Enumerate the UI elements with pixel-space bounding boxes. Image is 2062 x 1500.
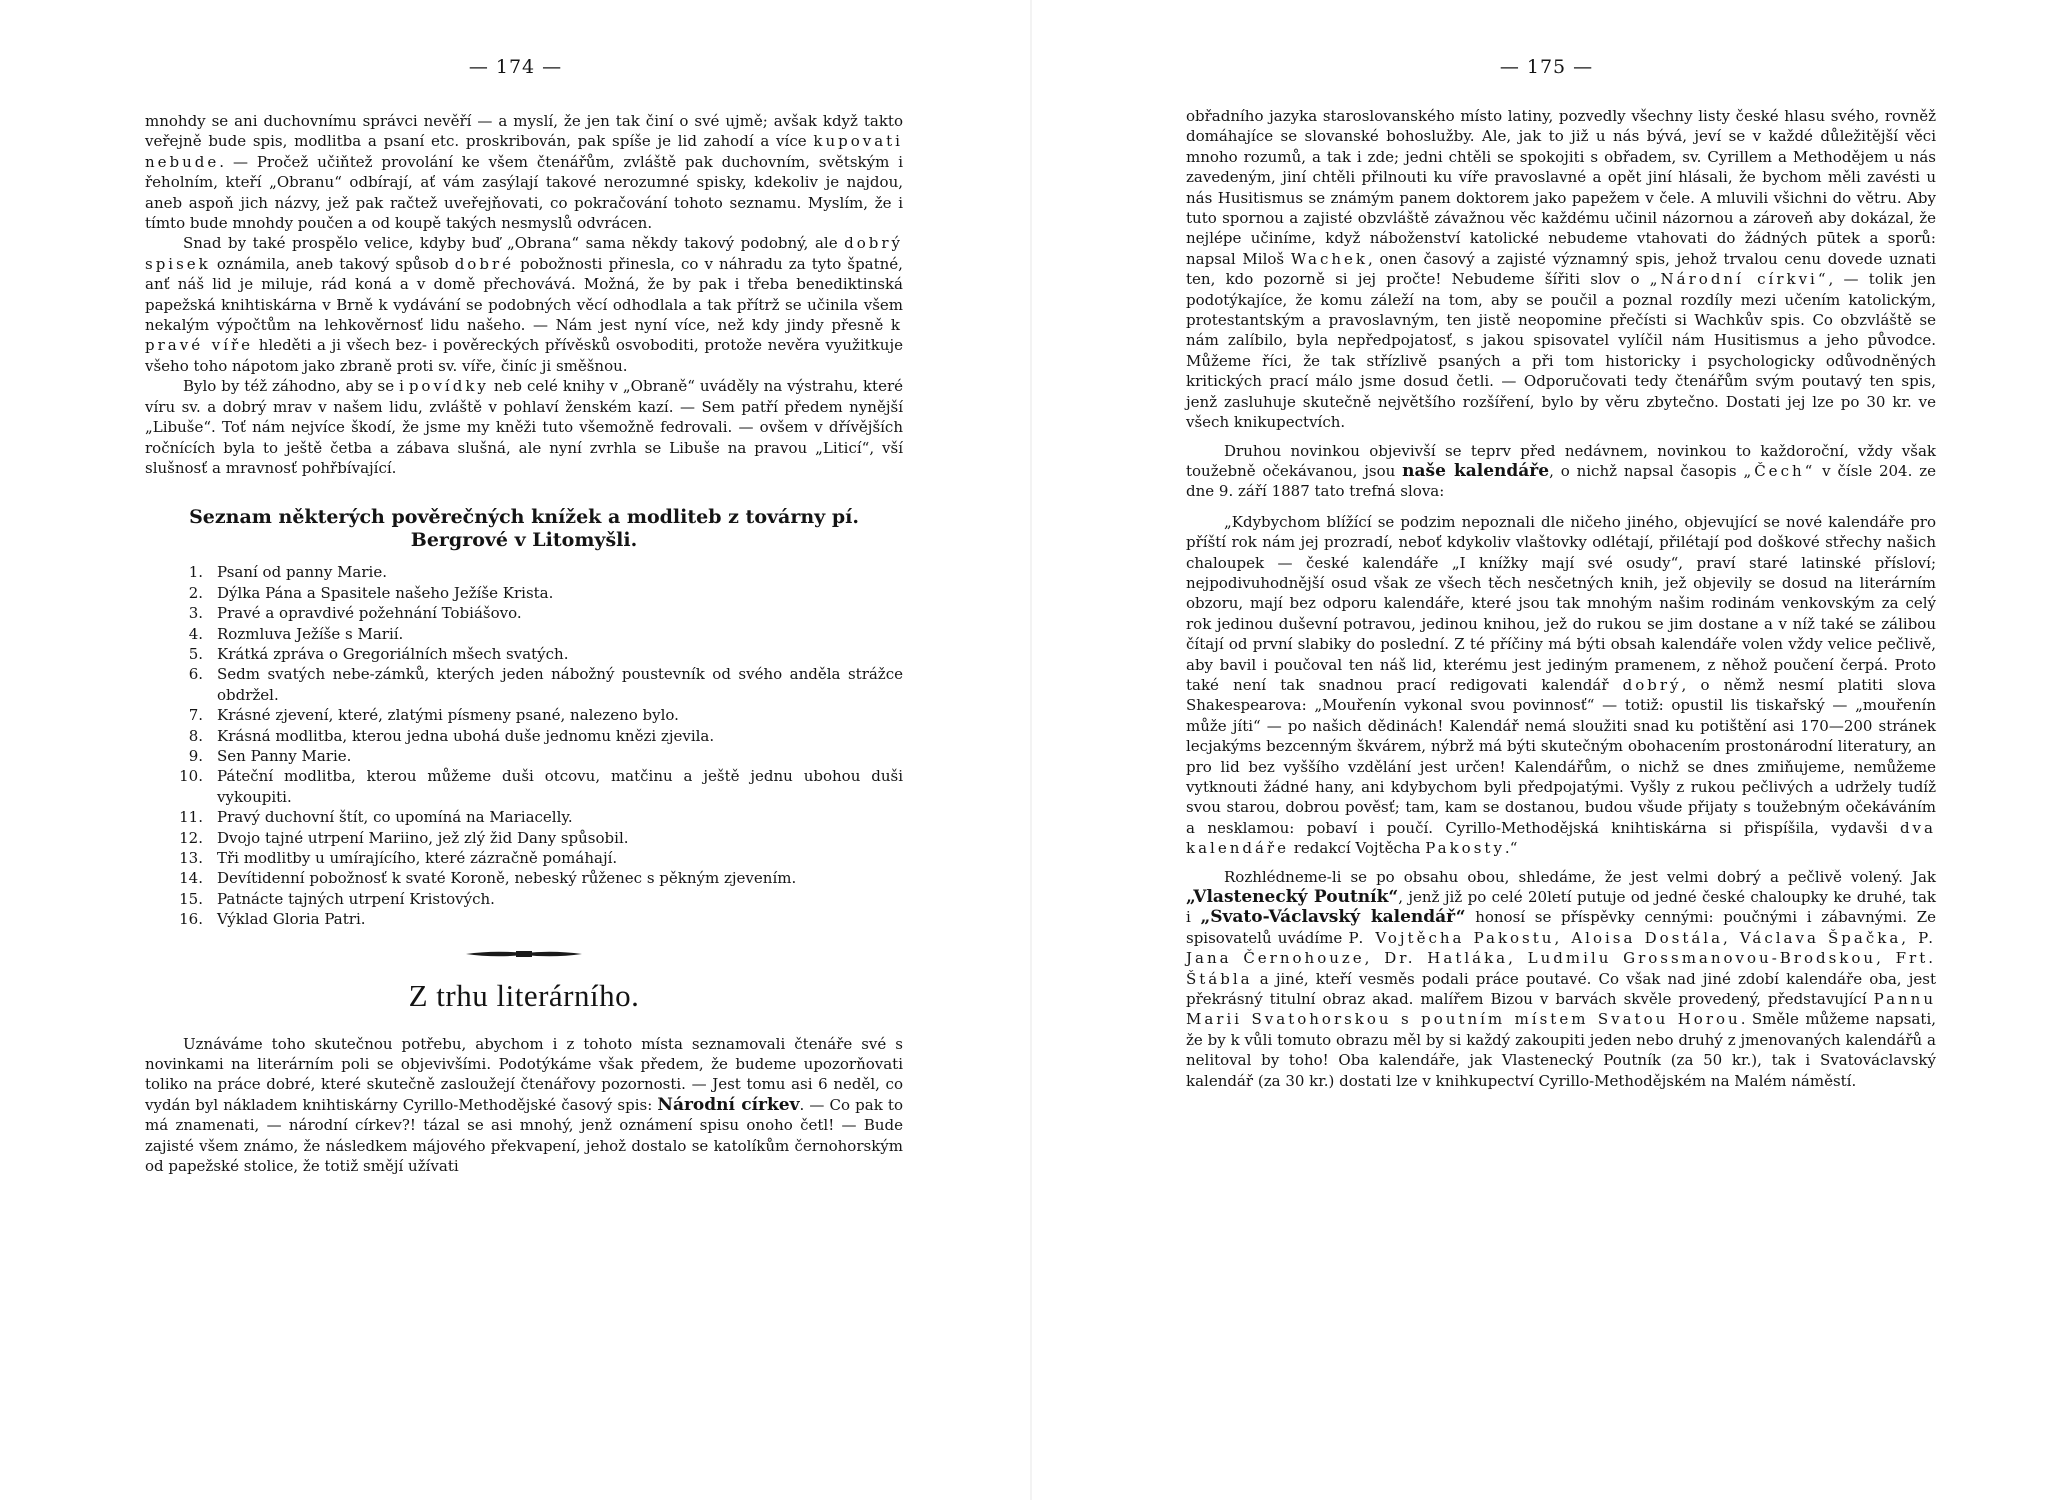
text-run: Rozhlédneme-li se po obsahu obou, shledáme, že jest velmi dobrý a pečlivě volený. Jak	[1224, 867, 1936, 886]
list-item	[145, 766, 903, 807]
list-item-number: 9.	[188, 746, 203, 765]
text-run: v čísle 204. ze dne 9. září 1887 tato trefná slova:	[1186, 461, 1936, 501]
left-column	[145, 111, 903, 1176]
paragraph-povidky	[145, 376, 903, 478]
text-run: .“	[1504, 839, 1518, 858]
superstition-book-list	[145, 562, 903, 929]
list-item-text: Rozmluva Ježíše s Marií.	[217, 624, 404, 643]
section-title: Z trhu literárního.	[408, 977, 640, 1013]
list-item-number: 16.	[179, 910, 203, 929]
page-number-right: — 175 —	[1499, 56, 1594, 78]
paragraph-narodni-cirkev	[1186, 106, 1936, 433]
list-item	[145, 828, 903, 848]
list-item-text: Krásná modlitba, kterou jedna ubohá duše jednomu knězi zjevila.	[217, 726, 715, 745]
list-item	[145, 807, 903, 827]
list-item	[145, 603, 903, 623]
ornament-divider	[464, 948, 584, 960]
spaced-text: dobrý	[1622, 675, 1682, 694]
list-item-number: 10.	[179, 767, 203, 786]
list-item-number: 14.	[179, 869, 203, 888]
text-run: Uznáváme toho skutečnou potřebu, abychom i z tohoto místa seznamovali čtenáře své s novinkami na literárním poli se objevivšími. Podotýkáme však předem, že budeme upozorňovati toliko na práce dobré, které skutečně zasloužejí čtenářovy pozornosti. — Jest tomu asi 6 neděl, co vydán byl nákladem knihtiskárny Cyrillo-Methodějské časový spis:	[145, 1034, 903, 1114]
list-item-number: 1.	[188, 563, 203, 582]
spaced-text: P. Vojtěcha Pakostu, Aloisa Dostála, Václava Špačka, P. Jana Černohouze, Dr. Hatláka, Ludmilu Grossmanovou-Brodskou, Frt. Štábla	[1186, 928, 1936, 988]
text-run: Druhou novinkou objevivší se teprv před nedávnem, novinkou to každoroční, vždy však toužebně očekávanou, jsou	[1186, 441, 1936, 480]
text-run: pobožnosti přinesla, co v náhradu za tyto špatné, anť náš lid je miluje, rád koná a v domě přechovává. Možná, že by pak i třeba benediktinská papežská knihtiskárna v Brně k vydávání se podobných věcí odhodlala a tak přítrž se učinila všem nekalým výpočtům na lehkověrnosť lidu našeho. — Nám jest nyní více, než kdy jindy přesně	[145, 254, 903, 335]
text-run: , o němž nesmí platiti slova Shakespearova: „Mouřenín vykonal svou povinnosť“ — totiž: opustil lis tiskařský — „mouřenín může jíti“ — po našich dědinách! Kalendář nemá sloužiti snad ku potištění asi 170—200 stránek lecjakýms bezcenným škvárem, nýbrž má býti skutečným obohacením prostonárodní literatury, an pro lid bez vyššího vzdělání jest určen! Kalendářům, o nichž se dnes zmiňujeme, nemůžeme vytknouti žádné hany, ani kdybychom byli předpojatými. Vyšly z rukou pečlivých a udržely tudíž svou starou, dobrou pověsť; tam, kam se dostanou, budou všude přijaty s toužebným očekáváním a nesklamou: pobaví i poučí. Cyrillo-Methodějská knihtiskárna si přispíšila, vydavši	[1186, 675, 1936, 837]
list-item-text: Patnácte tajných utrpení Kristových.	[217, 889, 495, 908]
list-item	[145, 848, 903, 868]
bold-text: naše kalendáře	[1402, 460, 1550, 481]
list-item	[145, 624, 903, 644]
bold-text: Národní církev	[657, 1094, 800, 1115]
text-run: „Kdybychom blížící se podzim nepoznali dle ničeho jiného, objevující se nové kalendáře pro příští rok nám jej prozradí, neboť kdykoliv vlaštovky odlétají, přilétají pod doškové střechy našich chaloupek — české kalendáře „I knížky mají své osudy“, praví staré latinské přísloví; nejpodivuhodnější osud však ze všech těch nesčetných knih, jež objevily se dosud na literárním obzoru, mají bez odporu kalendáře, které jsou tak mnohým našim rodinám venkovským za celý rok jedinou duševní potravou, jedinou knihou, jež do rukou se jim dostane a v níž také se zálibou čítají od první slabiky do poslední. Z té příčiny má býti obsah kalendáře volen vždy velice pečlivě, aby bavil i poučoval ten náš lid, kterému jest jediným pramenem, z něhož poučení čerpá. Proto také není tak snadnou prací redigovati kalendář	[1186, 512, 1936, 694]
list-item-number: 15.	[179, 889, 203, 908]
list-item	[145, 583, 903, 603]
text-run: . — Co pak to má znamenati, — národní církev?! tázal se asi mnohý, jenž oznámení spisu onoho četl! — Bude zajisté všem známo, že následkem májového překvapení, jehož dostalo se katolíkům černohorským od papežské stolice, že totiž smějí užívati	[145, 1095, 903, 1176]
list-item	[145, 726, 903, 746]
text-run: . Směle můžeme napsati, že by k vůli tomuto obrazu měl by si každý zakoupiti jeden nebo druhý z jmenovaných kalendářů a nelitoval by toho! Oba kalendáře, jak Vlastenecký Poutník (za 50 kr.), tak i Svatováclavský kalendář (za 30 kr.) dostati lze v knihkupectví Cyrillo-Methodějském na Malém náměstí.	[1186, 1010, 1937, 1090]
list-item-number: 8.	[188, 726, 203, 745]
text-run: Snad by také prospělo velice, kdyby buď „Obrana“ sama někdy takový podobný, ale	[183, 234, 838, 253]
text-run: redakcí Vojtěcha	[1293, 839, 1421, 858]
list-item-text: Dvojo tajné utrpení Mariino, jež zlý žid Dany spůsobil.	[217, 828, 629, 847]
list-heading: Seznam některých pověrečných knížek a modliteb z továrny pí. Bergrové v Litomyšli.	[189, 506, 859, 552]
list-item	[145, 746, 903, 766]
paragraph-kalendare	[1186, 441, 1936, 502]
list-item-text: Psaní od panny Marie.	[217, 563, 387, 582]
spaced-text: dobrý spisek	[145, 234, 903, 273]
bold-text: „Vlastenecký Poutník“	[1186, 887, 1399, 908]
list-item-text: Páteční modlitba, kterou můžeme duši otcovu, matčinu a ještě jednu ubohou duši vykoupiti.	[217, 767, 903, 806]
list-item	[145, 562, 903, 582]
spaced-text: Pakosty	[1425, 839, 1505, 858]
spaced-text: „Národní církvi“	[1649, 270, 1829, 289]
list-item	[145, 909, 903, 929]
list-item-number: 5.	[188, 644, 203, 663]
text-run: , jenž již po celé 20letí putuje od jedné české chaloupky ke druhé, tak i	[1186, 888, 1936, 927]
list-item	[145, 889, 903, 909]
paragraph-literary	[145, 1034, 903, 1177]
list-item-text: Sen Panny Marie.	[217, 746, 352, 765]
list-item-text: Dýlka Pána a Spasitele našeho Ježíše Krista.	[217, 583, 554, 602]
list-item-number: 12.	[179, 828, 203, 847]
paragraph-intro	[145, 111, 903, 233]
spaced-text: Wachek	[1290, 249, 1368, 268]
text-run: neb celé knihy v „Obraně“ uváděly na výstrahu, které víru sv. a dobrý mrav v našem lidu, zvláště v pohlaví ženském kazí. — Sem patří předem nynější „Libuše“. Toť nám nejvíce škodí, že jsme my kněži tuto všemožně fedrovali. — ovšem v dřívějších ročnících byla to ještě četba a zábava slušná, ale nyní zvrhla se Libuše na pravou „Liticí“, vší slušnosť a mravnosť pohřbívající.	[145, 377, 903, 477]
spaced-text: povídky	[408, 377, 489, 396]
list-item-number: 13.	[179, 849, 203, 867]
text-run: oznámila, aneb takový spůsob	[216, 254, 449, 273]
text-run: honosí se příspěvky cennými: poučnými i zábavnými. Ze spisovatelů uvádíme	[1186, 908, 1936, 947]
list-item-text: Pravý duchovní štít, co upomíná na Mariacelly.	[217, 808, 573, 827]
bold-text: „Svato-Václavský kalendář“	[1200, 907, 1466, 928]
paragraph-obsah	[1186, 867, 1936, 1091]
paragraph-obrana	[145, 233, 903, 376]
paragraph-quote	[1186, 512, 1936, 859]
text-run: , o nichž napsal časopis	[1549, 461, 1737, 480]
spaced-text: dobré	[454, 254, 514, 273]
list-item	[145, 705, 903, 725]
list-item-number: 3.	[188, 604, 203, 623]
spaced-text: dva kalendáře	[1186, 818, 1936, 858]
list-item-text: Devítidenní pobožnosť k svaté Koroně, nebeský růženec s pěkným zjevením.	[217, 869, 797, 888]
list-item-text: Tři modlitby u umírajícího, které zázračně pomáhají.	[217, 849, 618, 867]
list-item-text: Krásné zjevení, které, zlatými písmeny psané, nalezeno bylo.	[217, 706, 679, 725]
list-item	[145, 868, 903, 888]
text-run: Bylo by též záhodno, aby se i	[183, 377, 404, 396]
spaced-text: „Čech“	[1743, 461, 1816, 480]
list-item-text: Výklad Gloria Patri.	[217, 910, 366, 929]
right-column	[1186, 106, 1936, 1091]
list-item-number: 6.	[188, 665, 203, 684]
spaced-text: k pravé víře	[145, 316, 903, 355]
spaced-text: Pannu Marii Svatohorskou s poutním místem Svatou Horou	[1186, 990, 1936, 1029]
list-item-number: 4.	[188, 624, 203, 643]
list-item-text: Pravé a opravdivé požehnání Tobiášovo.	[217, 604, 522, 623]
list-item	[145, 664, 903, 705]
list-item-number: 7.	[188, 706, 203, 725]
right-page	[1031, 0, 2062, 1500]
text-run: , — tolik jen podotýkajíce, že komu záleží na tom, aby se poučil a poznal rozdíly mezi učením katolickým, protestantským a pravoslavným, ten jistě neopomine přečísti si Wachkův spis. Co obzvláště se nám zalíbilo, byla nepředpojatosť, s jakou spisovatel vylíčil nám Husitismus a jeho původce. Můžeme říci, že tak střízlivě psaných a při tom historicky i psychologicky odůvodněných kritických prací málo jsme dosud četli. — Odporučovati tedy čtenářům svým poutavý ten spis, jenž zasluhuje skutečně největšího rozšíření, bylo by věru zbytečno. Dostati jej lze po 30 kr. ve všech knikupectvích.	[1186, 270, 1936, 432]
list-item-number: 2.	[188, 583, 203, 602]
text-run: a jiné, kteří vesměs podali práce poutavé. Co však nad jiné zdobí kalendáře oba, jest překrásný titulní obraz akad. malířem Bizou v barvách skvěle provedený, představující	[1186, 969, 1936, 1009]
spaced-text: kupovati nebude	[145, 132, 903, 171]
text-run: hleděti a ji všech bez- i pověreckých přívěsků osvoboditi, protože nevěra využitkuje všeho toho nápotom jako zbraně proti sv. víře, činíc ji směšnou.	[145, 336, 903, 375]
list-item	[145, 644, 903, 664]
list-item-text: Sedm svatých nebe-zámků, kterých jeden nábožný poustevník od svého anděla strážce obdržel.	[217, 665, 903, 704]
text-run: obřadního jazyka staroslovanského místo latiny, pozvedly všechny listy české hlasu svého, rovněž domáhajíce se slovanské bohoslužby. Ale, jak to již u nás bývá, jeví se v každé důležitější věci mnoho rozumů, a tak i zde; jedni chtěli se spokojiti s obřadem, sv. Cyrillem a Methodějem u nás zavedeným, jiní chtěli přilnouti ku víře pravoslavné a opět jiní hlásali, že bychom měli zavésti u nás Husitismus se známým panem doktorem jako papežem v čele. A mluvili všichni do větru. Aby tuto spornou a zajisté obzvláště závažnou věc každému učinil názornou a zároveň aby dokázal, že nejlépe učiníme, když náboženství katolické nebudeme vtahovati do žádných pūtek a sporů: napsal Miloš	[1186, 107, 1936, 268]
list-item-number: 11.	[179, 808, 203, 827]
text-run: , onen časový a zajisté významný spis, jehož trvalou cenu dovede uznati ten, kdo pozorně si jej pročte! Nebudeme šířiti slov o	[1186, 249, 1936, 289]
text-run: mnohdy se ani duchovnímu správci nevěří — a myslí, že jen tak činí o své ujmě; avšak když takto veřejně bude spis, modlitba a psaní etc. proskribován, pak spíše je lid zahodí a více	[145, 112, 903, 151]
text-run: . — Pročež učiňtež provolání ke všem čtenářům, zvláště pak duchovním, světským i řeholním, kteří „Obranu“ odbírají, ať vám zasýlají takové nerozumné spisky, kdekoliv je najdou, aneb aspoň jich názvy, jež pak račtež uveřejňovati, co pokračování tohoto seznamu. Myslím, že i tímto bude mnohdy poučen a od koupě takých nesmyslů odvrácen.	[145, 152, 903, 233]
page-number-left: — 174 —	[468, 56, 563, 78]
list-item-text: Krátká zpráva o Gregoriálních mšech svatých.	[217, 644, 569, 663]
